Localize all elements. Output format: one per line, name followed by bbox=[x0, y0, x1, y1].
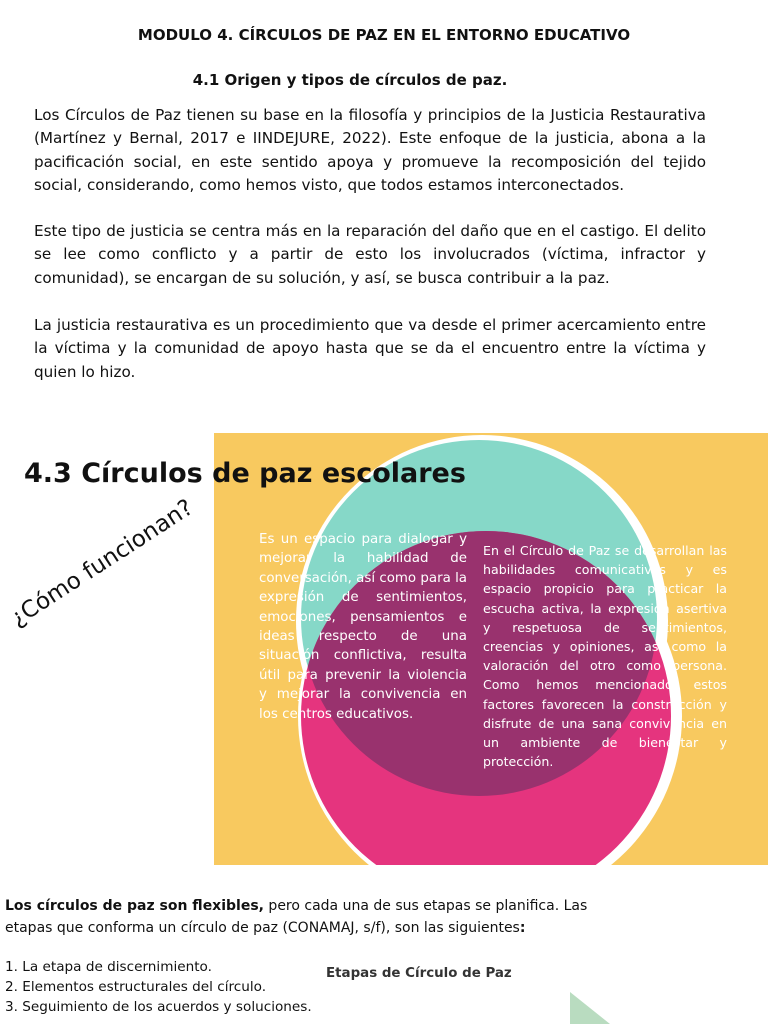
stages-list bbox=[5, 958, 312, 1017]
paragraph-1: Los Círculos de Paz tienen su base en la filosofía y principios de la Justicia Restaurativa (Martínez y Bernal, 2017 e IINDEJURE, 2022). Este enfoque de la justicia, abona a la pacificación social, en este sentido apoya y promueve la recomposición del tejido social, considerando, como hemos visto, que todos estamos interconectados. bbox=[34, 106, 706, 195]
green-triangle-shape bbox=[570, 992, 630, 1024]
flexible-bold-lead: Los círculos de paz son flexibles, bbox=[5, 898, 264, 914]
flexible-rest: pero cada una de sus etapas se planifica. Las etapas que conforma un círculo de paz (CONAMAJ, s/f), son las siguientes bbox=[5, 898, 588, 936]
module-title: MODULO 4. CÍRCULOS DE PAZ EN EL ENTORNO EDUCATIVO bbox=[137, 26, 631, 44]
section-subtitle: 4.1 Origen y tipos de círculos de paz. bbox=[192, 71, 508, 89]
list-item: 3. Seguimiento de los acuerdos y soluciones. bbox=[5, 998, 312, 1015]
paragraph-2: Este tipo de justicia se centra más en la reparación del daño que en el castigo. El delito se lee como conflicto y a partir de esto los involucrados (víctima, infractor y comunidad), se encargan de su solución, y así, se busca contribuir a la paz. bbox=[34, 222, 706, 287]
right-circle-text: En el Círculo de Paz se desarrollan las habilidades comunicativas y es espacio propicio para practicar la escucha activa, la expresión asertiva y respetuosa de sentimientos, creencias y opiniones, así como la valoración del otro como persona. Como hemos mencionado, estos factores favorecen la construcción y disfrute de una sana convivencia en un ambiente de bienestar y protección. bbox=[483, 543, 727, 770]
infographic-heading: 4.3 Círculos de paz escolares bbox=[24, 458, 466, 489]
list-item: 1. La etapa de discernimiento. bbox=[5, 959, 212, 975]
flexible-colon: : bbox=[519, 919, 526, 936]
flexible-paragraph bbox=[5, 896, 625, 939]
question-label: ¿Cómo funcionan? bbox=[6, 494, 198, 632]
paragraph-3: La justicia restaurativa es un procedimiento que va desde el primer acercamiento entre la víctima y la comunidad de apoyo hasta que se da el encuentro entre la víctima y quien lo hizo. bbox=[34, 316, 706, 381]
left-circle-text: Es un espacio para dialogar y mejorar la habilidad de conversación, así como para la expresión de sentimientos, emociones, pensamientos e ideas respecto de una situación conflictiva, resulta útil para prevenir la violencia y mejorar la convivencia en los centros educativos. bbox=[259, 532, 467, 722]
list-item: 2. Elementos estructurales del círculo. bbox=[5, 978, 267, 995]
diagram-title: Etapas de Círculo de Paz bbox=[326, 966, 512, 981]
